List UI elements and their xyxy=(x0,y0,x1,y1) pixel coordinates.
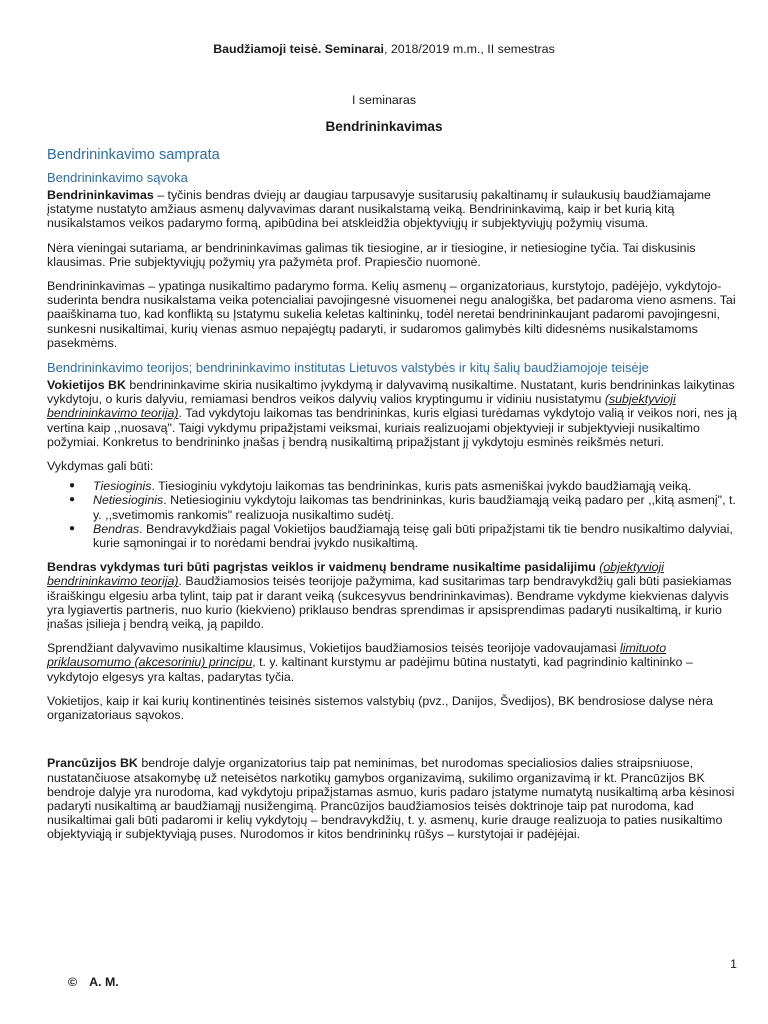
paragraph-definition xyxy=(47,188,737,231)
course-header xyxy=(0,42,768,56)
list-item xyxy=(69,479,737,494)
accessory-text-2: , t. y. kaltinant kurstymu ar padėjimu būtina nustatyti, kad pagrindinio kaltininko – vykdytojo elgesys yra kaltas, padarytas tyčia. xyxy=(47,655,693,684)
section-heading-concept: Bendrininkavimo samprata xyxy=(47,147,220,163)
paragraph-joint-execution xyxy=(47,560,737,631)
document-body xyxy=(47,146,737,852)
definition-text: – tyčinis bendras dviejų ar daugiau tarpusavyje susitarusių pakaltinamų ir sulaukusių baudžiamajame įstatyme nustatyto amžiaus asmenų dalyvavimas darant nusikalstamą veiką. Bendrininkavimą, kaip ir bet kurią kitą nusikalstamos veikos padarymo formą, apibūdina bei atskleidžia objektyviųjų ir subjektyviųjų požymių visuma. xyxy=(47,188,711,231)
accessory-principle-link: limituoto priklausomumo (akcesoriniu) principu xyxy=(47,641,667,670)
copyright-icon: © xyxy=(68,975,78,989)
execution-forms-list xyxy=(47,479,737,550)
section-heading-theories: Bendrininkavimo teorijos; bendrininkavimo institutas Lietuvos valstybės ir kitų šalių baudžiamojoje teisėje xyxy=(47,360,649,376)
joint-execution-bold: Bendras vykdymas turi būti pagrįstas veiklos ir vaidmenų bendrame nusikaltime pasidalijimu xyxy=(47,560,596,575)
footer xyxy=(68,975,119,989)
bullet-icon: ● xyxy=(69,480,76,492)
paragraph-accessory-principle xyxy=(47,641,737,684)
spacer xyxy=(47,732,737,756)
paragraph-intent: Nėra vieningai sutariama, ar bendrininkavimas galimas tik tiesiogine, ar ir tiesiogine, ir netiesiogine tyčia. Tai diskusinis klausimas. Prie subjektyviųjų požymių yra pažymėta prof. Prapiesčio nuomonė. xyxy=(47,240,696,269)
bullet-text: . Netiesioginiu vykdytoju laikomas tas bendrininkas, kuris baudžiamąją veiką padaro per ,,kitą asmenį", t. y. ,,svetimomis rankomis" realizuoja nusikaltimo sudėtį. xyxy=(93,493,736,522)
objective-theory-link: (objektyvioji bendrininkavimo teorija) xyxy=(47,560,665,589)
term-france-code: Prancūzijos BK xyxy=(47,756,138,771)
list-item xyxy=(69,493,737,522)
paragraph-continental: Vokietijos, kaip ir kai kurių kontinentinės teisinės sistemos valstybių (pvz., Danijos, Švedijos), BK bendrosiose dalyse nėra organizatoriaus sąvokos. xyxy=(47,693,713,723)
bullet-icon: ● xyxy=(69,494,76,506)
accessory-text-1: Sprendžiant dalyvavimo nusikaltime klausimus, Vokietijos baudžiamosios teisės teorijoje vadovaujamasi xyxy=(47,641,620,656)
france-text: bendroje dalyje organizatorius taip pat neminimas, bet nurodomas specialiosios dalies straipsniuose, nustatančiuose atsakomybę už neteisėtos narkotikų gamybos organizavimą, sukilimo organizavimą ir kt. Prancūzijos BK bendroje dalyje yra nurodoma, kad vykdytoju pripažįstamas asmuo, kuris padaro įstatyme numatytą nusikaltimą arba kėsinosi padaryti nusikaltimą ar baudžiamąjį nusižengimą. Prancūzijos baudžiamosios teisės doktrinoje taip pat nurodoma, kad nusikaltimai gali būti padaromi ir kelių vykdytojų – bendravykdžių, t. y. asmenų, kurie drauge realizuoja to paties nusikaltimo objektyviąją ir subjektyviąją puses. Nurodomos ir kitos bendrininkų rūšys – kurstytojai ir padėjėjai. xyxy=(47,756,735,842)
paragraph-france xyxy=(47,756,737,841)
bullet-term: Netiesioginis xyxy=(93,493,164,508)
paragraph-forms-intro: Vykdymas gali būti: xyxy=(47,459,154,474)
paragraph-special-form: Bendrininkavimas – ypatinga nusikaltimo padarymo forma. Kelių asmenų – organizatoriaus, kurstytojo, padėjėjo, vykdytojo- suderinta bendra nusikalstama veika potencialiai pavojingesnė visuomenei negu analogiška, bet padaroma vieno asmens. Tai paaiškinama tuo, kad konfliktą su Įstatymu sukelia keletas kaltininkų, todėl neretai bendrininkaujant padaromi pavojingesni, sunkesni nusikaltimai, kurių vienas asmuo nepajėgtų padaryti, ir sudaromos galimybės kilti didesnėms nusikalstamoms pasekmėms. xyxy=(47,279,736,350)
course-term: , 2018/2019 m.m., II semestras xyxy=(383,42,555,56)
bullet-icon: ● xyxy=(69,522,76,534)
term-bendrininkavimas: Bendrininkavimas xyxy=(47,188,154,202)
seminar-label: I seminaras xyxy=(351,93,417,107)
joint-execution-text: . Baudžiamosios teisės teorijoje pažymima, kad susitarimas tarp bendravykdžių gali būti pasiekiamas išraiškingu elgesiu arba tylint, taip pat ir darant veiką (sukcesyvus bendrininkavimas). Bendrame vykdyme kiekvienas dalyvis yra lygiavertis partneris, nuo kurio (kiekvieno) priklauso bendras sprendimas ir apsisprendimas padaryti nusikaltimą, ir kurio įnašas įsilieja į bendrą veiką, ją papildo. xyxy=(47,574,732,632)
page-number: 1 xyxy=(730,957,737,971)
bullet-text: . Tiesioginiu vykdytoju laikomas tas bendrininkas, kuris pats asmeniškai įvykdo baudžiamąją veiką. xyxy=(151,479,692,494)
paragraph-germany xyxy=(47,378,737,449)
author-initials: A. M. xyxy=(89,975,119,989)
bullet-term: Bendras xyxy=(93,521,140,536)
bullet-term: Tiesioginis xyxy=(93,479,152,494)
bullet-text: . Bendravykdžiais pagal Vokietijos baudžiamąją teisę gali būti pripažįstami tik tie bendro nusikaltimo dalyviai, kurie sąmoningai ir to norėdami bendrai įvykdo nusikaltimą. xyxy=(93,521,733,551)
subjective-theory-link: (subjektyvioji bendrininkavimo teorija) xyxy=(47,392,676,421)
germany-text-1: bendrininkavime skiria nusikaltimo įvykdymą ir dalyvavimą nusikaltime. Nustatant, kuris bendrininkas laikytinas vykdytoju, o kuris dalyviu, remiamasi bendros veikos dalyvių valios kryptingumu ir vidiniu nusistatymu xyxy=(47,378,735,407)
list-item xyxy=(69,521,737,551)
subsection-heading-definition: Bendrininkavimo sąvoka xyxy=(47,170,188,185)
document-title: Bendrininkavimas xyxy=(325,119,443,134)
germany-text-2: . Tad vykdytoju laikomas tas bendrininkas, kuris elgiasi turėdamas vykdytojo valią ir veikos nori, nes ją vertina kaip ,,nuosavą". Taigi vykdymu pripažįstami veiksmai, kuriais realizuojami objektyvieji ir subjektyvieji nusikaltimo požymiai. Konkretus to bendrininko įnašas į bendrą nusikaltimą pripažįstant jį vykdytoju esminės reikšmės neturi. xyxy=(47,406,737,449)
course-name: Baudžiamoji teisė. Seminarai xyxy=(213,42,384,56)
term-germany-code: Vokietijos BK xyxy=(47,378,126,393)
